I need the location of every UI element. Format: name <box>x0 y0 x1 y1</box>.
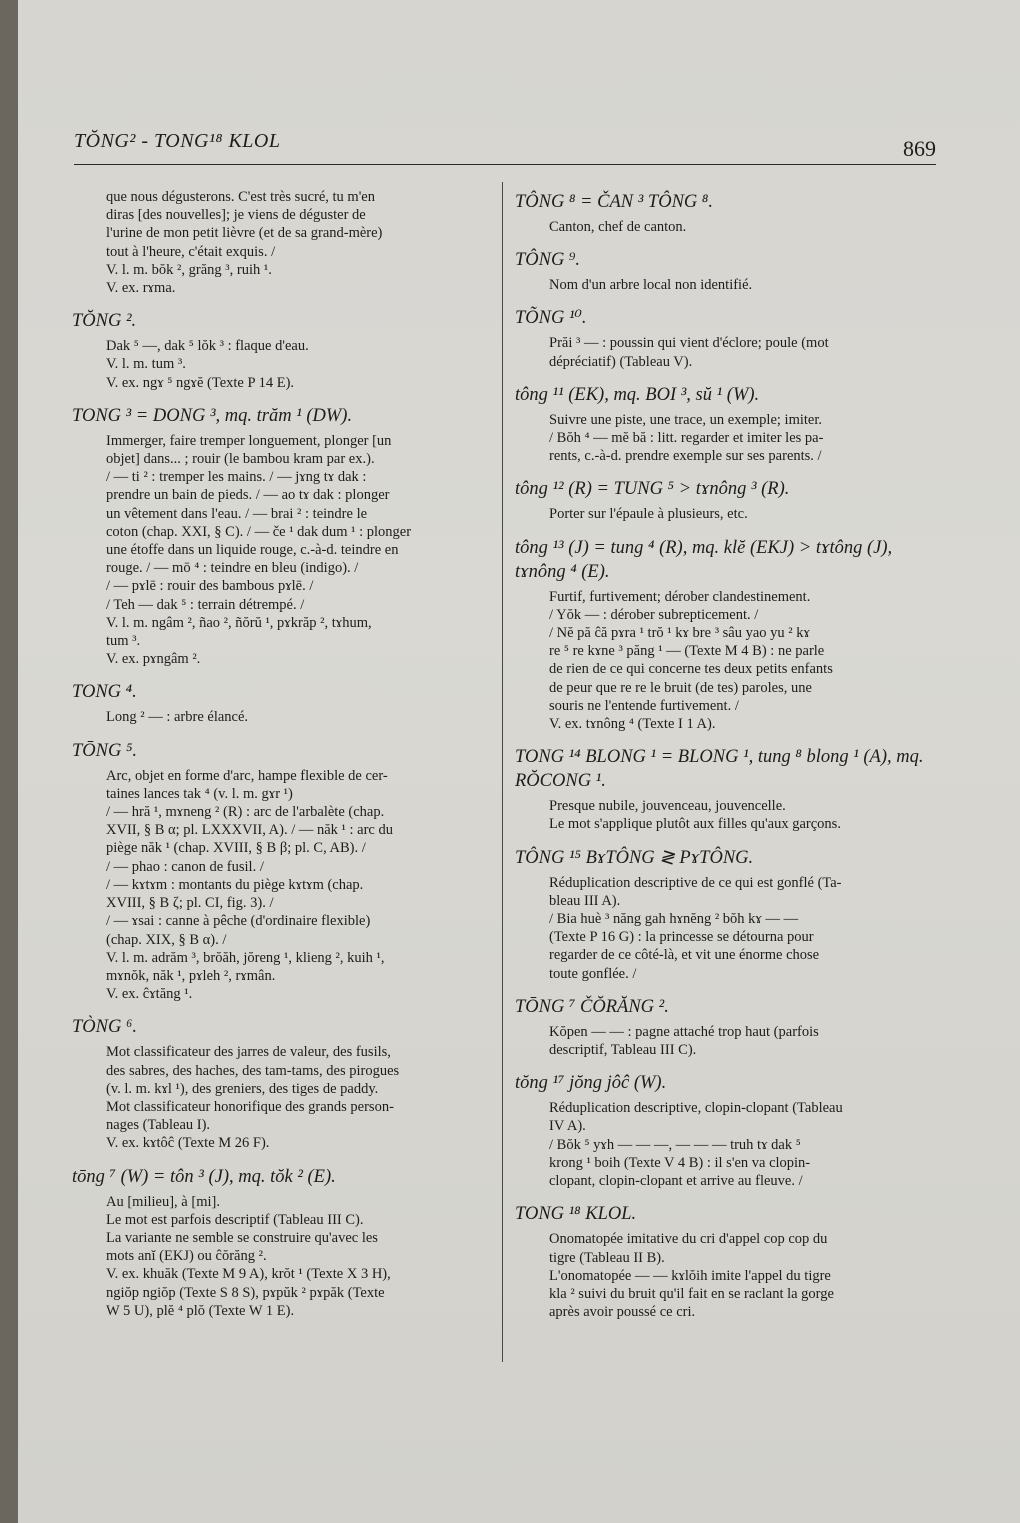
dictionary-entry <box>515 846 935 983</box>
entry-line: (Texte P 16 G) : la princesse se détourna pour <box>549 929 814 946</box>
entry-body <box>72 188 492 297</box>
entry-line: Dak ⁵ —, dak ⁵ lŏk ³ : flaque d'eau. <box>106 338 309 355</box>
entry-line: Immerger, faire tremper longuement, plonger [un <box>106 432 392 449</box>
entry-body <box>515 1099 935 1190</box>
entry-line: regarder de ce côté-là, et vit une énorme chose <box>549 947 820 964</box>
entry-line: / Yŏk — : dérober subrepticement. / <box>549 606 759 623</box>
entry-line: Canton, chef de canton. <box>549 219 687 235</box>
entry-line: descriptif, Tableau III C). <box>549 1042 697 1059</box>
entry-line: / Teh — dak ⁵ : terrain détrempé. / <box>106 596 305 613</box>
entry-line: V. l. m. adrăm ³, brŏăh, jŏreng ¹, klieng ², kuih ¹, <box>106 949 385 966</box>
entry-line: XVII, § B α; pl. LXXXVII, A). / — năk ¹ : arc du <box>106 822 393 839</box>
entry-line: / Bŏh ⁴ — mĕ bă : litt. regarder et imiter les pa- <box>549 430 824 447</box>
entry-body <box>515 1023 935 1059</box>
entry-line: Porter sur l'épaule à plusieurs, etc. <box>549 506 748 523</box>
dictionary-entry <box>515 995 935 1059</box>
entry-line: de rien de ce qui concerne tes deux petits enfants <box>549 661 833 678</box>
entry-line: Nom d'un arbre local non identifié. <box>549 277 753 294</box>
entry-line: nages (Tableau I). <box>106 1117 211 1134</box>
entry-line: souris ne l'entende furtivement. / <box>549 697 739 714</box>
entry-line: Presque nubile, jouvenceau, jouvencelle. <box>549 798 786 815</box>
dictionary-entry <box>72 404 492 669</box>
entry-body <box>72 1193 492 1320</box>
entry-body <box>515 505 935 523</box>
entry-line: objet] dans... ; rouir (le bambou kram par ex.). <box>106 451 375 468</box>
entry-line: Au [milieu], à [mi]. <box>106 1193 220 1210</box>
left-column <box>72 188 492 1332</box>
entry-headword: TŎNG ². <box>72 311 137 332</box>
entry-line: (v. l. m. kɤl ¹), des greniers, des tiges de paddy. <box>106 1080 379 1097</box>
entry-headword: TÔNG ⁸ = ČAN ³ TÔNG ⁸. <box>515 192 713 212</box>
entry-headword: TÔNG ¹⁵ BɤTÔNG ≷ PɤTÔNG. <box>515 847 754 868</box>
page-number: 869 <box>903 136 936 161</box>
entry-body <box>515 334 935 370</box>
entry-line: taines lances tak ⁴ (v. l. m. gɤr ¹) <box>106 785 293 802</box>
entry-line: Furtif, furtivement; dérober clandestinement. <box>549 588 811 605</box>
entry-headword: TONG ¹⁸ KLOL. <box>515 1204 637 1225</box>
book-page <box>18 0 1020 1523</box>
entry-body <box>515 797 935 833</box>
entry-headword: TONG ³ = DONG ³, mq. trăm ¹ (DW). <box>72 405 353 426</box>
entry-line: Réduplication descriptive, clopin-clopant (Tableau <box>549 1100 843 1117</box>
dictionary-entry <box>515 1071 935 1190</box>
entry-line: après avoir poussé ce cri. <box>549 1304 696 1321</box>
entry-line: Arc, objet en forme d'arc, hampe flexible de cer- <box>106 767 388 784</box>
entry-line: Kŏpen — — : pagne attaché trop haut (parfois <box>549 1023 819 1040</box>
entry-line: clopant, clopin-clopant et arrive au fleuve. / <box>549 1173 803 1190</box>
dictionary-entry <box>515 745 935 833</box>
entry-line: Long ² — : arbre élancé. <box>106 709 249 726</box>
entry-line: re ⁵ re kɤne ³ păng ¹ — (Texte M 4 B) : ne parle <box>549 643 825 660</box>
entry-headword: tông ¹³ (J) = tung ⁴ (R), mq. klĕ (EKJ) > tɤtông (J), tɤnông ⁴ (E). <box>515 537 893 582</box>
entry-line: (chap. XIX, § B α). / <box>106 931 227 948</box>
entry-body <box>515 588 935 734</box>
entry-line: une étoffe dans un liquide rouge, c.-à-d. teindre en <box>106 542 399 559</box>
entry-line: V. ex. ĉɤtăng ¹. <box>106 986 193 1003</box>
entry-line: / — pɤlē : rouir des bambous pɤlē. / <box>106 578 314 595</box>
entry-line: La variante ne semble se construire qu'avec les <box>106 1229 378 1246</box>
entry-line: kla ² suivi du bruit qu'il fait en se raclant la gorge <box>549 1285 834 1302</box>
entry-line: prendre un bain de pieds. / — ao tɤ dak : plonger <box>106 487 390 504</box>
entry-line: bleau III A). <box>549 892 621 909</box>
entry-line: mots anĭ (EKJ) ou ĉŏrăng ². <box>106 1248 267 1265</box>
entry-headword: TÔNG ⁹. <box>515 250 581 271</box>
entry-headword: tông ¹² (R) = TUNG ⁵ > tɤnông ³ (R). <box>515 479 790 500</box>
entry-line: W 5 U), plĕ ⁴ plŏ (Texte W 1 E). <box>106 1302 295 1319</box>
entry-line: / — phao : canon de fusil. / <box>106 858 264 875</box>
entry-line: Réduplication descriptive de ce qui est gonflé (Ta- <box>549 874 842 891</box>
entry-line: mɤnŏk, năk ¹, pɤleh ², rɤmân. <box>106 967 276 984</box>
entry-line: dépréciatif) (Tableau V). <box>549 353 693 370</box>
dictionary-entry <box>72 739 492 1004</box>
entry-line: coton (chap. XXI, § C). / — če ¹ dak dum ¹ : plonger <box>106 523 412 540</box>
entry-headword: TÕNG ¹⁰. <box>515 308 587 329</box>
entry-headword: TŌNG ⁵. <box>72 740 138 761</box>
entry-line: V. ex. tɤnông ⁴ (Texte I 1 A). <box>549 716 716 733</box>
entry-line: rouge. / — mō ⁴ : teindre en bleu (indigo). / <box>106 560 359 577</box>
dictionary-entry <box>515 536 935 734</box>
entry-line: / — ɤsai : canne à pêche (d'ordinaire flexible) <box>106 913 371 930</box>
entry-line: XVIII, § B ζ; pl. CI, fig. 3). / <box>106 895 274 912</box>
entry-line: ngiŏp ngiŏp (Texte S 8 S), pɤpŭk ² pɤpăk (Texte <box>106 1284 385 1301</box>
dictionary-entry <box>515 1202 935 1321</box>
entry-line: V. ex. khuăk (Texte M 9 A), krŏt ¹ (Texte X 3 H), <box>106 1266 391 1283</box>
entry-line: / — kɤtɤm : montants du piège kɤtɤm (chap. <box>106 876 364 893</box>
dictionary-entry <box>72 1165 492 1320</box>
entry-line: Suivre une piste, une trace, un exemple; imiter. <box>549 411 823 428</box>
entry-headword: TONG ⁴. <box>72 682 137 703</box>
entry-line: / Nĕ pă ĉă pɤra ¹ trŏ ¹ kɤ bre ³ sâu yao yu ² kɤ <box>549 625 810 642</box>
entry-line: V. l. m. ngâm ², ñao ², ñŏrŭ ¹, pɤkrăp ², tɤhum, <box>106 614 372 631</box>
entry-line: rents, c.-à-d. prendre exemple sur ses parents. / <box>549 448 822 465</box>
header-title: TŎNG² - TONG¹⁸ KLOL <box>74 130 281 152</box>
entry-line: Le mot est parfois descriptif (Tableau III C). <box>106 1211 364 1228</box>
dictionary-entry <box>515 248 935 294</box>
dictionary-entry <box>515 190 935 236</box>
dictionary-entry <box>515 383 935 466</box>
entry-line: / — hră ¹, mɤneng ² (R) : arc de l'arbalète (chap. <box>106 804 385 821</box>
column-divider <box>502 182 503 1362</box>
entry-body <box>515 1230 935 1321</box>
entry-body <box>72 1043 492 1152</box>
entry-line: tum ³. <box>106 633 141 650</box>
dictionary-entry <box>72 680 492 726</box>
entry-line: IV A). <box>549 1118 586 1135</box>
entry-body <box>515 276 935 294</box>
entry-headword: tŏng ¹⁷ jŏng jôĉ (W). <box>515 1073 667 1094</box>
entry-line: V. ex. pɤngâm ². <box>106 651 201 668</box>
entry-line: V. l. m. bŏk ², grăng ³, ruih ¹. <box>106 261 272 278</box>
entry-line: Le mot s'applique plutôt aux filles qu'aux garçons. <box>549 816 841 833</box>
entry-line: V. ex. kɤtôĉ (Texte M 26 F). <box>106 1135 270 1152</box>
entry-line: V. ex. rɤma. <box>106 280 176 297</box>
entry-line: Prăi ³ — : poussin qui vient d'éclore; poule (mot <box>549 335 829 352</box>
entry-headword: tōng ⁷ (W) = tôn ³ (J), mq. tŏk ² (E). <box>72 1166 336 1187</box>
entry-headword: TÒNG ⁶. <box>72 1017 138 1038</box>
entry-line: Onomatopée imitative du cri d'appel cop cop du <box>549 1231 828 1248</box>
dictionary-entry <box>515 306 935 370</box>
entry-line: Mot classificateur des jarres de valeur, des fusils, <box>106 1044 391 1061</box>
running-header <box>74 128 936 165</box>
entry-body <box>515 218 935 236</box>
entry-body <box>515 411 935 466</box>
entry-line: que nous dégusterons. C'est très sucré, tu m'en <box>106 189 375 205</box>
entry-line: tigre (Tableau II B). <box>549 1249 665 1266</box>
entry-headword: TONG ¹⁴ BLONG ¹ = BLONG ¹, tung ⁸ blong ¹ (A), mq. RŎCONG ¹. <box>515 747 924 792</box>
entry-line: des sabres, des haches, des tam-tams, des pirogues <box>106 1062 400 1079</box>
entry-line: de peur que re re le bruit (de tes) paroles, une <box>549 679 812 696</box>
entry-headword: tông ¹¹ (EK), mq. BOI ³, sŭ ¹ (W). <box>515 384 760 405</box>
entry-line: Mot classificateur honorifique des grands person- <box>106 1098 394 1115</box>
entry-line: toute gonflée. / <box>549 965 637 982</box>
right-column <box>515 190 935 1333</box>
entry-body <box>515 874 935 983</box>
entry-body <box>72 708 492 726</box>
entry-line: / Bia huè ³ năng gah hɤnĕng ² bŏh kɤ — — <box>549 911 799 928</box>
dictionary-entry <box>72 188 492 297</box>
entry-line: diras [des nouvelles]; je viens de déguster de <box>106 207 366 224</box>
entry-line: krong ¹ boih (Texte V 4 B) : il s'en va clopin- <box>549 1154 811 1171</box>
dictionary-entry <box>515 477 935 523</box>
entry-line: V. l. m. tum ³. <box>106 356 186 373</box>
entry-line: piège năk ¹ (chap. XVIII, § B β; pl. C, AB). / <box>106 840 366 857</box>
dictionary-entry <box>72 309 492 392</box>
entry-line: L'onomatopée — — kɤlŏih imite l'appel du tigre <box>549 1267 831 1284</box>
entry-body <box>72 337 492 392</box>
entry-line: tout à l'heure, c'était exquis. / <box>106 243 276 260</box>
entry-body <box>72 432 492 669</box>
entry-headword: TŌNG ⁷ ČŎRĂNG ². <box>515 996 669 1017</box>
entry-line: / — ti ² : tremper les mains. / — jɤng tɤ dak : <box>106 469 367 486</box>
entry-line: l'urine de mon petit lièvre (et de sa grand-mère) <box>106 225 383 242</box>
entry-body <box>72 767 492 1004</box>
entry-line: V. ex. ngɤ ⁵ ngɤĕ (Texte P 14 E). <box>106 374 295 391</box>
entry-line: / Bŏk ⁵ yɤh — — —, — — — truh tɤ dak ⁵ <box>549 1136 801 1153</box>
dictionary-entry <box>72 1015 492 1152</box>
entry-line: un vêtement dans l'eau. / — brai ² : teindre le <box>106 505 368 522</box>
